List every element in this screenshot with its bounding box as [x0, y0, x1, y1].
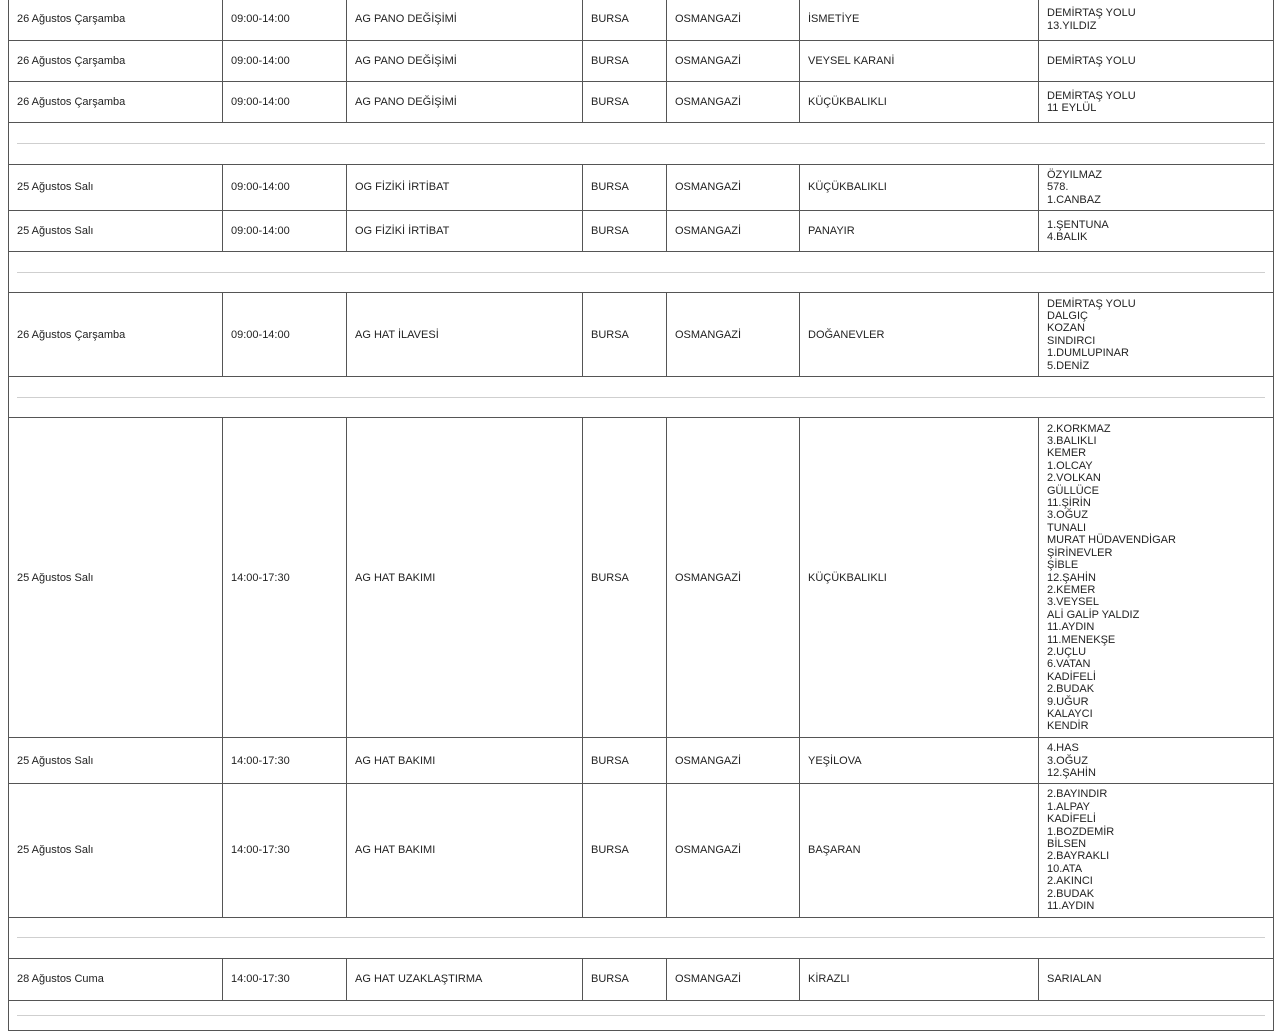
divider	[17, 937, 1265, 938]
divider	[17, 397, 1265, 398]
neighborhood-cell: VEYSEL KARANİ	[800, 41, 1039, 82]
outage-table	[8, 0, 1274, 1031]
date-cell: 25 Ağustos Salı	[9, 418, 223, 738]
table-row	[9, 293, 1274, 377]
time-cell: 09:00-14:00	[223, 0, 347, 41]
work-type-cell: AG HAT UZAKLAŞTIRMA	[347, 958, 583, 1000]
streets-cell: DEMİRTAŞ YOLU DALGIÇ KOZAN SINDIRCI 1.DUMLUPINAR 5.DENİZ	[1039, 293, 1274, 377]
district-cell: OSMANGAZİ	[667, 958, 800, 1000]
neighborhood-cell: KÜÇÜKBALIKLI	[800, 418, 1039, 738]
work-type-cell: AG PANO DEĞİŞİMİ	[347, 0, 583, 41]
city-cell: BURSA	[583, 0, 667, 41]
date-cell: 26 Ağustos Çarşamba	[9, 293, 223, 377]
neighborhood-cell: KÜÇÜKBALIKLI	[800, 82, 1039, 123]
city-cell: BURSA	[583, 784, 667, 917]
time-cell: 14:00-17:30	[223, 738, 347, 784]
city-cell: BURSA	[583, 165, 667, 211]
city-cell: BURSA	[583, 418, 667, 738]
streets-cell: 2.BAYINDIR 1.ALPAY KADİFELİ 1.BOZDEMİR BİLSEN 2.BAYRAKLI 10.ATA 2.AKINCI 2.BUDAK 11.AYDIN	[1039, 784, 1274, 917]
table-row	[9, 211, 1274, 252]
date-cell: 26 Ağustos Çarşamba	[9, 41, 223, 82]
neighborhood-cell: PANAYIR	[800, 211, 1039, 252]
table-row	[9, 0, 1274, 41]
outage-schedule-sheet	[8, 0, 1273, 1031]
time-cell: 14:00-17:30	[223, 418, 347, 738]
table-row	[9, 165, 1274, 211]
date-cell: 26 Ağustos Çarşamba	[9, 82, 223, 123]
neighborhood-cell: YEŞİLOVA	[800, 738, 1039, 784]
district-cell: OSMANGAZİ	[667, 293, 800, 377]
work-type-cell: AG HAT BAKIMI	[347, 738, 583, 784]
city-cell: BURSA	[583, 41, 667, 82]
divider	[17, 143, 1265, 144]
work-type-cell: OG FİZİKİ İRTİBAT	[347, 211, 583, 252]
streets-cell: 4.HAS 3.OĞUZ 12.ŞAHİN	[1039, 738, 1274, 784]
separator-row	[9, 377, 1274, 418]
city-cell: BURSA	[583, 293, 667, 377]
time-cell: 14:00-17:30	[223, 958, 347, 1000]
city-cell: BURSA	[583, 82, 667, 123]
table-row	[9, 738, 1274, 784]
streets-cell: 1.ŞENTUNA 4.BALIK	[1039, 211, 1274, 252]
separator-cell	[9, 377, 1274, 418]
table-row	[9, 784, 1274, 917]
outage-table-body	[9, 0, 1274, 1030]
table-row	[9, 418, 1274, 738]
table-row	[9, 41, 1274, 82]
work-type-cell: AG HAT İLAVESİ	[347, 293, 583, 377]
neighborhood-cell: KİRAZLI	[800, 958, 1039, 1000]
separator-cell	[9, 1000, 1274, 1030]
district-cell: OSMANGAZİ	[667, 784, 800, 917]
city-cell: BURSA	[583, 211, 667, 252]
time-cell: 09:00-14:00	[223, 82, 347, 123]
work-type-cell: AG HAT BAKIMI	[347, 418, 583, 738]
separator-cell	[9, 252, 1274, 293]
work-type-cell: OG FİZİKİ İRTİBAT	[347, 165, 583, 211]
streets-cell: DEMİRTAŞ YOLU 11 EYLÜL	[1039, 82, 1274, 123]
work-type-cell: AG PANO DEĞİŞİMİ	[347, 82, 583, 123]
separator-row	[9, 252, 1274, 293]
city-cell: BURSA	[583, 738, 667, 784]
separator-row	[9, 123, 1274, 165]
divider	[17, 1015, 1265, 1016]
separator-cell	[9, 917, 1274, 958]
time-cell: 09:00-14:00	[223, 293, 347, 377]
district-cell: OSMANGAZİ	[667, 738, 800, 784]
streets-cell: SARIALAN	[1039, 958, 1274, 1000]
streets-cell: DEMİRTAŞ YOLU	[1039, 41, 1274, 82]
district-cell: OSMANGAZİ	[667, 0, 800, 41]
neighborhood-cell: KÜÇÜKBALIKLI	[800, 165, 1039, 211]
streets-cell: DEMİRTAŞ YOLU 13.YILDIZ	[1039, 0, 1274, 41]
date-cell: 25 Ağustos Salı	[9, 738, 223, 784]
time-cell: 09:00-14:00	[223, 41, 347, 82]
time-cell: 09:00-14:00	[223, 211, 347, 252]
table-row	[9, 82, 1274, 123]
divider	[17, 272, 1265, 273]
neighborhood-cell: BAŞARAN	[800, 784, 1039, 917]
time-cell: 09:00-14:00	[223, 165, 347, 211]
date-cell: 25 Ağustos Salı	[9, 784, 223, 917]
separator-row	[9, 1000, 1274, 1030]
district-cell: OSMANGAZİ	[667, 165, 800, 211]
district-cell: OSMANGAZİ	[667, 82, 800, 123]
streets-cell: ÖZYILMAZ 578. 1.CANBAZ	[1039, 165, 1274, 211]
work-type-cell: AG PANO DEĞİŞİMİ	[347, 41, 583, 82]
district-cell: OSMANGAZİ	[667, 41, 800, 82]
neighborhood-cell: İSMETİYE	[800, 0, 1039, 41]
separator-row	[9, 917, 1274, 958]
city-cell: BURSA	[583, 958, 667, 1000]
neighborhood-cell: DOĞANEVLER	[800, 293, 1039, 377]
date-cell: 25 Ağustos Salı	[9, 211, 223, 252]
work-type-cell: AG HAT BAKIMI	[347, 784, 583, 917]
district-cell: OSMANGAZİ	[667, 418, 800, 738]
district-cell: OSMANGAZİ	[667, 211, 800, 252]
date-cell: 25 Ağustos Salı	[9, 165, 223, 211]
streets-cell: 2.KORKMAZ 3.BALIKLI KEMER 1.OLCAY 2.VOLKAN GÜLLÜCE 11.ŞİRİN 3.OĞUZ TUNALI MURAT HÜDAVENDİGAR ŞİRİNEVLER ŞİBLE 12.ŞAHİN 2.KEMER 3.VEYSEL ALİ GALİP YALDIZ 11.AYDIN 11.MENEKŞE 2.UÇLU 6.VATAN KADİFELİ 2.BUDAK 9.UĞUR KALAYCI KENDİR	[1039, 418, 1274, 738]
separator-cell	[9, 123, 1274, 165]
table-row	[9, 958, 1274, 1000]
date-cell: 28 Ağustos Cuma	[9, 958, 223, 1000]
date-cell: 26 Ağustos Çarşamba	[9, 0, 223, 41]
time-cell: 14:00-17:30	[223, 784, 347, 917]
